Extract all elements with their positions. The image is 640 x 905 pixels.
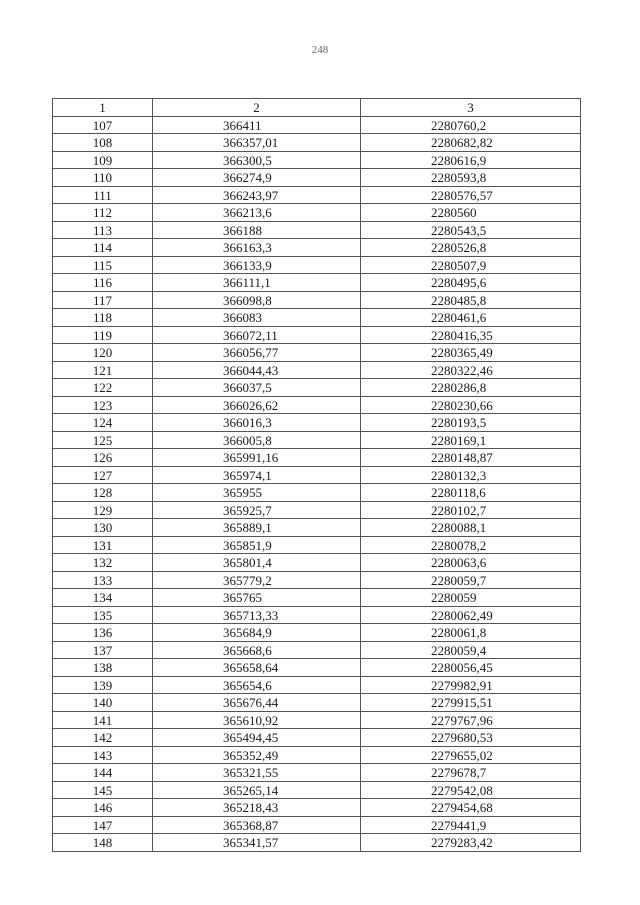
point-number-cell: 145 xyxy=(53,781,153,799)
table-row xyxy=(53,151,581,169)
y-coordinate-cell: 2279767,96 xyxy=(361,711,581,729)
table-row xyxy=(53,186,581,204)
table-row xyxy=(53,449,581,467)
x-coordinate-cell: 365654,6 xyxy=(153,676,361,694)
x-coordinate-cell: 365925,7 xyxy=(153,501,361,519)
point-number-cell: 110 xyxy=(53,169,153,187)
point-number-cell: 125 xyxy=(53,431,153,449)
point-number-cell: 130 xyxy=(53,519,153,537)
point-number-cell: 129 xyxy=(53,501,153,519)
x-coordinate-cell: 366357,01 xyxy=(153,134,361,152)
point-number-cell: 140 xyxy=(53,694,153,712)
y-coordinate-cell: 2279655,02 xyxy=(361,746,581,764)
x-coordinate-cell: 366005,8 xyxy=(153,431,361,449)
table-row xyxy=(53,641,581,659)
y-coordinate-cell: 2280760,2 xyxy=(361,116,581,134)
x-coordinate-cell: 365955 xyxy=(153,484,361,502)
point-number-cell: 132 xyxy=(53,554,153,572)
x-coordinate-cell: 365801,4 xyxy=(153,554,361,572)
point-number-cell: 139 xyxy=(53,676,153,694)
point-number-cell: 109 xyxy=(53,151,153,169)
y-coordinate-cell: 2280526,8 xyxy=(361,239,581,257)
y-coordinate-cell: 2280576,57 xyxy=(361,186,581,204)
column-header-3: 3 xyxy=(361,99,581,117)
point-number-cell: 119 xyxy=(53,326,153,344)
table-row xyxy=(53,291,581,309)
x-coordinate-cell: 366026,62 xyxy=(153,396,361,414)
table-row xyxy=(53,169,581,187)
y-coordinate-cell: 2280061,8 xyxy=(361,624,581,642)
y-coordinate-cell: 2280560 xyxy=(361,204,581,222)
x-coordinate-cell: 366083 xyxy=(153,309,361,327)
point-number-cell: 120 xyxy=(53,344,153,362)
table-row xyxy=(53,379,581,397)
y-coordinate-cell: 2280148,87 xyxy=(361,449,581,467)
x-coordinate-cell: 366411 xyxy=(153,116,361,134)
x-coordinate-cell: 365889,1 xyxy=(153,519,361,537)
table-row xyxy=(53,274,581,292)
point-number-cell: 148 xyxy=(53,834,153,852)
x-coordinate-cell: 365779,2 xyxy=(153,571,361,589)
table-row xyxy=(53,554,581,572)
y-coordinate-cell: 2279454,68 xyxy=(361,799,581,817)
x-coordinate-cell: 365974,1 xyxy=(153,466,361,484)
table-row xyxy=(53,764,581,782)
table-row xyxy=(53,466,581,484)
y-coordinate-cell: 2280193,5 xyxy=(361,414,581,432)
table-row xyxy=(53,781,581,799)
column-header-1: 1 xyxy=(53,99,153,117)
point-number-cell: 121 xyxy=(53,361,153,379)
x-coordinate-cell: 366037,5 xyxy=(153,379,361,397)
point-number-cell: 142 xyxy=(53,729,153,747)
point-number-cell: 112 xyxy=(53,204,153,222)
y-coordinate-cell: 2280543,5 xyxy=(361,221,581,239)
y-coordinate-cell: 2279283,42 xyxy=(361,834,581,852)
x-coordinate-cell: 365676,44 xyxy=(153,694,361,712)
y-coordinate-cell: 2280495,6 xyxy=(361,274,581,292)
x-coordinate-cell: 365218,43 xyxy=(153,799,361,817)
x-coordinate-cell: 366016,3 xyxy=(153,414,361,432)
y-coordinate-cell: 2280593,8 xyxy=(361,169,581,187)
y-coordinate-cell: 2280059,7 xyxy=(361,571,581,589)
point-number-cell: 118 xyxy=(53,309,153,327)
y-coordinate-cell: 2280056,45 xyxy=(361,659,581,677)
point-number-cell: 107 xyxy=(53,116,153,134)
x-coordinate-cell: 365851,9 xyxy=(153,536,361,554)
table-row xyxy=(53,816,581,834)
table-row xyxy=(53,134,581,152)
point-number-cell: 137 xyxy=(53,641,153,659)
point-number-cell: 123 xyxy=(53,396,153,414)
y-coordinate-cell: 2280169,1 xyxy=(361,431,581,449)
x-coordinate-cell: 366213,6 xyxy=(153,204,361,222)
y-coordinate-cell: 2280059,4 xyxy=(361,641,581,659)
y-coordinate-cell: 2280286,8 xyxy=(361,379,581,397)
y-coordinate-cell: 2280088,1 xyxy=(361,519,581,537)
table-row xyxy=(53,694,581,712)
y-coordinate-cell: 2279441,9 xyxy=(361,816,581,834)
y-coordinate-cell: 2280416,35 xyxy=(361,326,581,344)
table-row xyxy=(53,344,581,362)
table-row xyxy=(53,239,581,257)
y-coordinate-cell: 2280118,6 xyxy=(361,484,581,502)
table-row xyxy=(53,676,581,694)
x-coordinate-cell: 365610,92 xyxy=(153,711,361,729)
x-coordinate-cell: 365352,49 xyxy=(153,746,361,764)
table-row xyxy=(53,799,581,817)
x-coordinate-cell: 366274,9 xyxy=(153,169,361,187)
table-body xyxy=(53,116,581,851)
coordinates-table xyxy=(52,98,581,852)
x-coordinate-cell: 366133,9 xyxy=(153,256,361,274)
x-coordinate-cell: 366056,77 xyxy=(153,344,361,362)
y-coordinate-cell: 2280461,6 xyxy=(361,309,581,327)
table-row xyxy=(53,746,581,764)
table-row xyxy=(53,484,581,502)
point-number-cell: 143 xyxy=(53,746,153,764)
x-coordinate-cell: 366111,1 xyxy=(153,274,361,292)
y-coordinate-cell: 2280230,66 xyxy=(361,396,581,414)
column-header-2: 2 xyxy=(153,99,361,117)
point-number-cell: 127 xyxy=(53,466,153,484)
y-coordinate-cell: 2280682,82 xyxy=(361,134,581,152)
table-row xyxy=(53,606,581,624)
x-coordinate-cell: 366300,5 xyxy=(153,151,361,169)
y-coordinate-cell: 2280132,3 xyxy=(361,466,581,484)
y-coordinate-cell: 2280063,6 xyxy=(361,554,581,572)
table-row xyxy=(53,711,581,729)
y-coordinate-cell: 2280102,7 xyxy=(361,501,581,519)
x-coordinate-cell: 365765 xyxy=(153,589,361,607)
point-number-cell: 117 xyxy=(53,291,153,309)
table-row xyxy=(53,396,581,414)
y-coordinate-cell: 2280059 xyxy=(361,589,581,607)
table-row xyxy=(53,326,581,344)
y-coordinate-cell: 2279915,51 xyxy=(361,694,581,712)
table-row xyxy=(53,256,581,274)
y-coordinate-cell: 2280062,49 xyxy=(361,606,581,624)
table-row xyxy=(53,834,581,852)
point-number-cell: 116 xyxy=(53,274,153,292)
x-coordinate-cell: 366044,43 xyxy=(153,361,361,379)
y-coordinate-cell: 2280485,8 xyxy=(361,291,581,309)
x-coordinate-cell: 365658,64 xyxy=(153,659,361,677)
y-coordinate-cell: 2280616,9 xyxy=(361,151,581,169)
x-coordinate-cell: 365368,87 xyxy=(153,816,361,834)
point-number-cell: 124 xyxy=(53,414,153,432)
x-coordinate-cell: 366243,97 xyxy=(153,186,361,204)
x-coordinate-cell: 365321,55 xyxy=(153,764,361,782)
table-row xyxy=(53,624,581,642)
table-row xyxy=(53,519,581,537)
point-number-cell: 147 xyxy=(53,816,153,834)
table-row xyxy=(53,536,581,554)
table-row xyxy=(53,659,581,677)
table-row xyxy=(53,501,581,519)
x-coordinate-cell: 365341,57 xyxy=(153,834,361,852)
x-coordinate-cell: 365713,33 xyxy=(153,606,361,624)
table-row xyxy=(53,221,581,239)
point-number-cell: 136 xyxy=(53,624,153,642)
x-coordinate-cell: 366072,11 xyxy=(153,326,361,344)
table-row xyxy=(53,116,581,134)
point-number-cell: 135 xyxy=(53,606,153,624)
y-coordinate-cell: 2280322,46 xyxy=(361,361,581,379)
x-coordinate-cell: 365265,14 xyxy=(153,781,361,799)
x-coordinate-cell: 365991,16 xyxy=(153,449,361,467)
table-row xyxy=(53,589,581,607)
point-number-cell: 131 xyxy=(53,536,153,554)
table-row xyxy=(53,414,581,432)
x-coordinate-cell: 365494,45 xyxy=(153,729,361,747)
y-coordinate-cell: 2280078,2 xyxy=(361,536,581,554)
table-header-row xyxy=(53,99,581,117)
point-number-cell: 134 xyxy=(53,589,153,607)
x-coordinate-cell: 365684,9 xyxy=(153,624,361,642)
x-coordinate-cell: 366188 xyxy=(153,221,361,239)
point-number-cell: 111 xyxy=(53,186,153,204)
point-number-cell: 108 xyxy=(53,134,153,152)
table-row xyxy=(53,729,581,747)
x-coordinate-cell: 365668,6 xyxy=(153,641,361,659)
y-coordinate-cell: 2279982,91 xyxy=(361,676,581,694)
table-row xyxy=(53,204,581,222)
point-number-cell: 146 xyxy=(53,799,153,817)
y-coordinate-cell: 2279680,53 xyxy=(361,729,581,747)
point-number-cell: 133 xyxy=(53,571,153,589)
point-number-cell: 115 xyxy=(53,256,153,274)
table-row xyxy=(53,309,581,327)
page-number: 248 xyxy=(311,44,329,56)
point-number-cell: 144 xyxy=(53,764,153,782)
point-number-cell: 128 xyxy=(53,484,153,502)
y-coordinate-cell: 2279678,7 xyxy=(361,764,581,782)
point-number-cell: 122 xyxy=(53,379,153,397)
point-number-cell: 138 xyxy=(53,659,153,677)
y-coordinate-cell: 2279542,08 xyxy=(361,781,581,799)
table-row xyxy=(53,431,581,449)
table-row xyxy=(53,571,581,589)
point-number-cell: 126 xyxy=(53,449,153,467)
point-number-cell: 141 xyxy=(53,711,153,729)
point-number-cell: 114 xyxy=(53,239,153,257)
y-coordinate-cell: 2280365,49 xyxy=(361,344,581,362)
y-coordinate-cell: 2280507,9 xyxy=(361,256,581,274)
point-number-cell: 113 xyxy=(53,221,153,239)
x-coordinate-cell: 366098,8 xyxy=(153,291,361,309)
x-coordinate-cell: 366163,3 xyxy=(153,239,361,257)
table-row xyxy=(53,361,581,379)
